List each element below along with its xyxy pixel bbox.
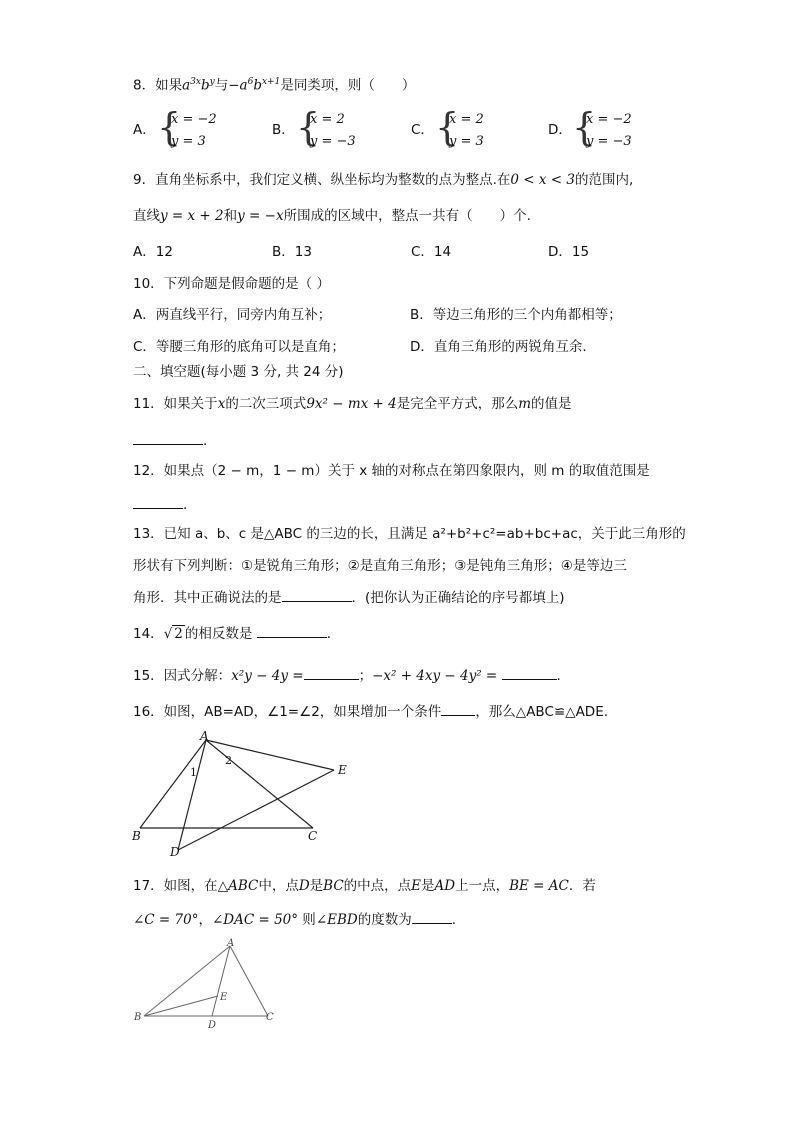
q8-option-b-system: { x = 2 y = −3: [296, 105, 356, 149]
q17-label-e: E: [220, 992, 228, 1003]
q16-label-a: A: [200, 730, 209, 743]
q16-figure: [128, 730, 358, 860]
q12-answer-line: .: [133, 494, 187, 515]
question-16-stem: 16．如图，AB=AD，∠1=∠2，如果增加一个条件 ，那么△ABC≌△ADE.: [133, 701, 608, 722]
question-8-stem: 8．如果$a^{3x}b^y$与$-a^6b^{x+1}$是同类项，则（ ）: [133, 77, 416, 94]
question-15-stem: 15．因式分解：x²y − 4y = ；−x² + 4xy − 4y² = .: [133, 665, 561, 686]
q16-label-b: B: [132, 829, 141, 843]
q17-figure: [130, 938, 290, 1034]
q9-option-c: C．14: [411, 244, 452, 260]
q8-option-c-label: C．: [411, 122, 434, 138]
question-13-line3: 角形．其中正确说法的是 ．(把你认为正确结论的序号都填上): [133, 587, 565, 608]
section-heading-fill-blank: 二、填空题(每小题 3 分, 共 24 分): [133, 364, 344, 380]
q17-label-a: A: [227, 938, 235, 949]
q16-label-angle-2: 2: [225, 754, 232, 767]
q15-answer-blank-1[interactable]: [304, 665, 359, 680]
q10-option-b: B．等边三角形的三个内角都相等；: [410, 307, 622, 323]
q13-answer-blank[interactable]: [282, 587, 352, 602]
q10-option-d: D．直角三角形的两锐角互余.: [410, 339, 587, 355]
question-10-stem: 10．下列命题是假命题的是（ ）: [133, 276, 330, 292]
q16-answer-blank[interactable]: [441, 701, 475, 716]
question-13-line1: 13．已知 a、b、c 是△ABC 的三边的长，且满足 a²+b²+c²=ab+bc+ac，关于此三角形的: [133, 526, 686, 542]
q8-option-b-label: B．: [272, 122, 295, 138]
q14-answer-blank[interactable]: [257, 623, 327, 638]
question-12-stem: 12．如果点（2 − m，1 − m）关于 x 轴的对称点在第四象限内，则 m 的取值范围是: [133, 463, 650, 479]
q11-answer-line: .: [133, 430, 207, 451]
question-9-line1: 9．直角坐标系中，我们定义横、纵坐标均为整数的点为整点.在0 < x < 3的范围内,: [133, 172, 634, 188]
q9-option-d: D．15: [548, 244, 590, 260]
q16-label-c: C: [308, 829, 318, 843]
q17-label-b: B: [134, 1012, 142, 1023]
q12-answer-blank[interactable]: [133, 494, 183, 509]
q8-option-c-system: { x = 2 y = 3: [435, 105, 484, 149]
q17-answer-blank[interactable]: [412, 909, 452, 924]
q16-label-angle-1: 1: [190, 766, 197, 779]
q17-label-c: C: [266, 1012, 274, 1023]
q9-option-b: B．13: [272, 244, 312, 260]
q8-option-a-system: { x = −2 y = 3: [157, 105, 217, 149]
question-13-line2: 形状有下列判断：①是锐角三角形；②是直角三角形；③是钝角三角形；④是等边三: [133, 558, 627, 574]
question-14-stem: 14．√ 2 的相反数是 .: [133, 623, 331, 644]
q8-option-a-label: A．: [133, 122, 156, 138]
question-17-line1: 17．如图，在△ABC中，点D是BC的中点，点E是AD上一点，BE = AC．若: [133, 878, 596, 894]
sqrt-symbol: √ 2: [163, 626, 183, 642]
q8-option-d-system: { x = −2 y = −3: [572, 105, 632, 149]
q15-answer-blank-2[interactable]: [502, 665, 557, 680]
q9-option-a: A．12: [133, 244, 173, 260]
q17-label-d: D: [208, 1020, 217, 1031]
question-11-stem: 11．如果关于x的二次三项式9x² − mx + 4是完全平方式，那么m的值是: [133, 396, 572, 412]
q16-label-d: D: [170, 845, 180, 859]
q8-option-d-label: D．: [548, 122, 572, 138]
question-9-line2: 直线y = x + 2和y = −x所围成的区域中，整点一共有（ ）个.: [133, 208, 531, 224]
question-17-line2: ∠C = 70°，∠DAC = 50° 则∠EBD的度数为 .: [133, 909, 456, 930]
q10-option-a: A．两直线平行，同旁内角互补；: [133, 307, 332, 323]
q10-option-c: C．等腰三角形的底角可以是直角；: [133, 339, 345, 355]
q16-label-e: E: [338, 763, 347, 777]
q11-answer-blank[interactable]: [133, 430, 203, 445]
